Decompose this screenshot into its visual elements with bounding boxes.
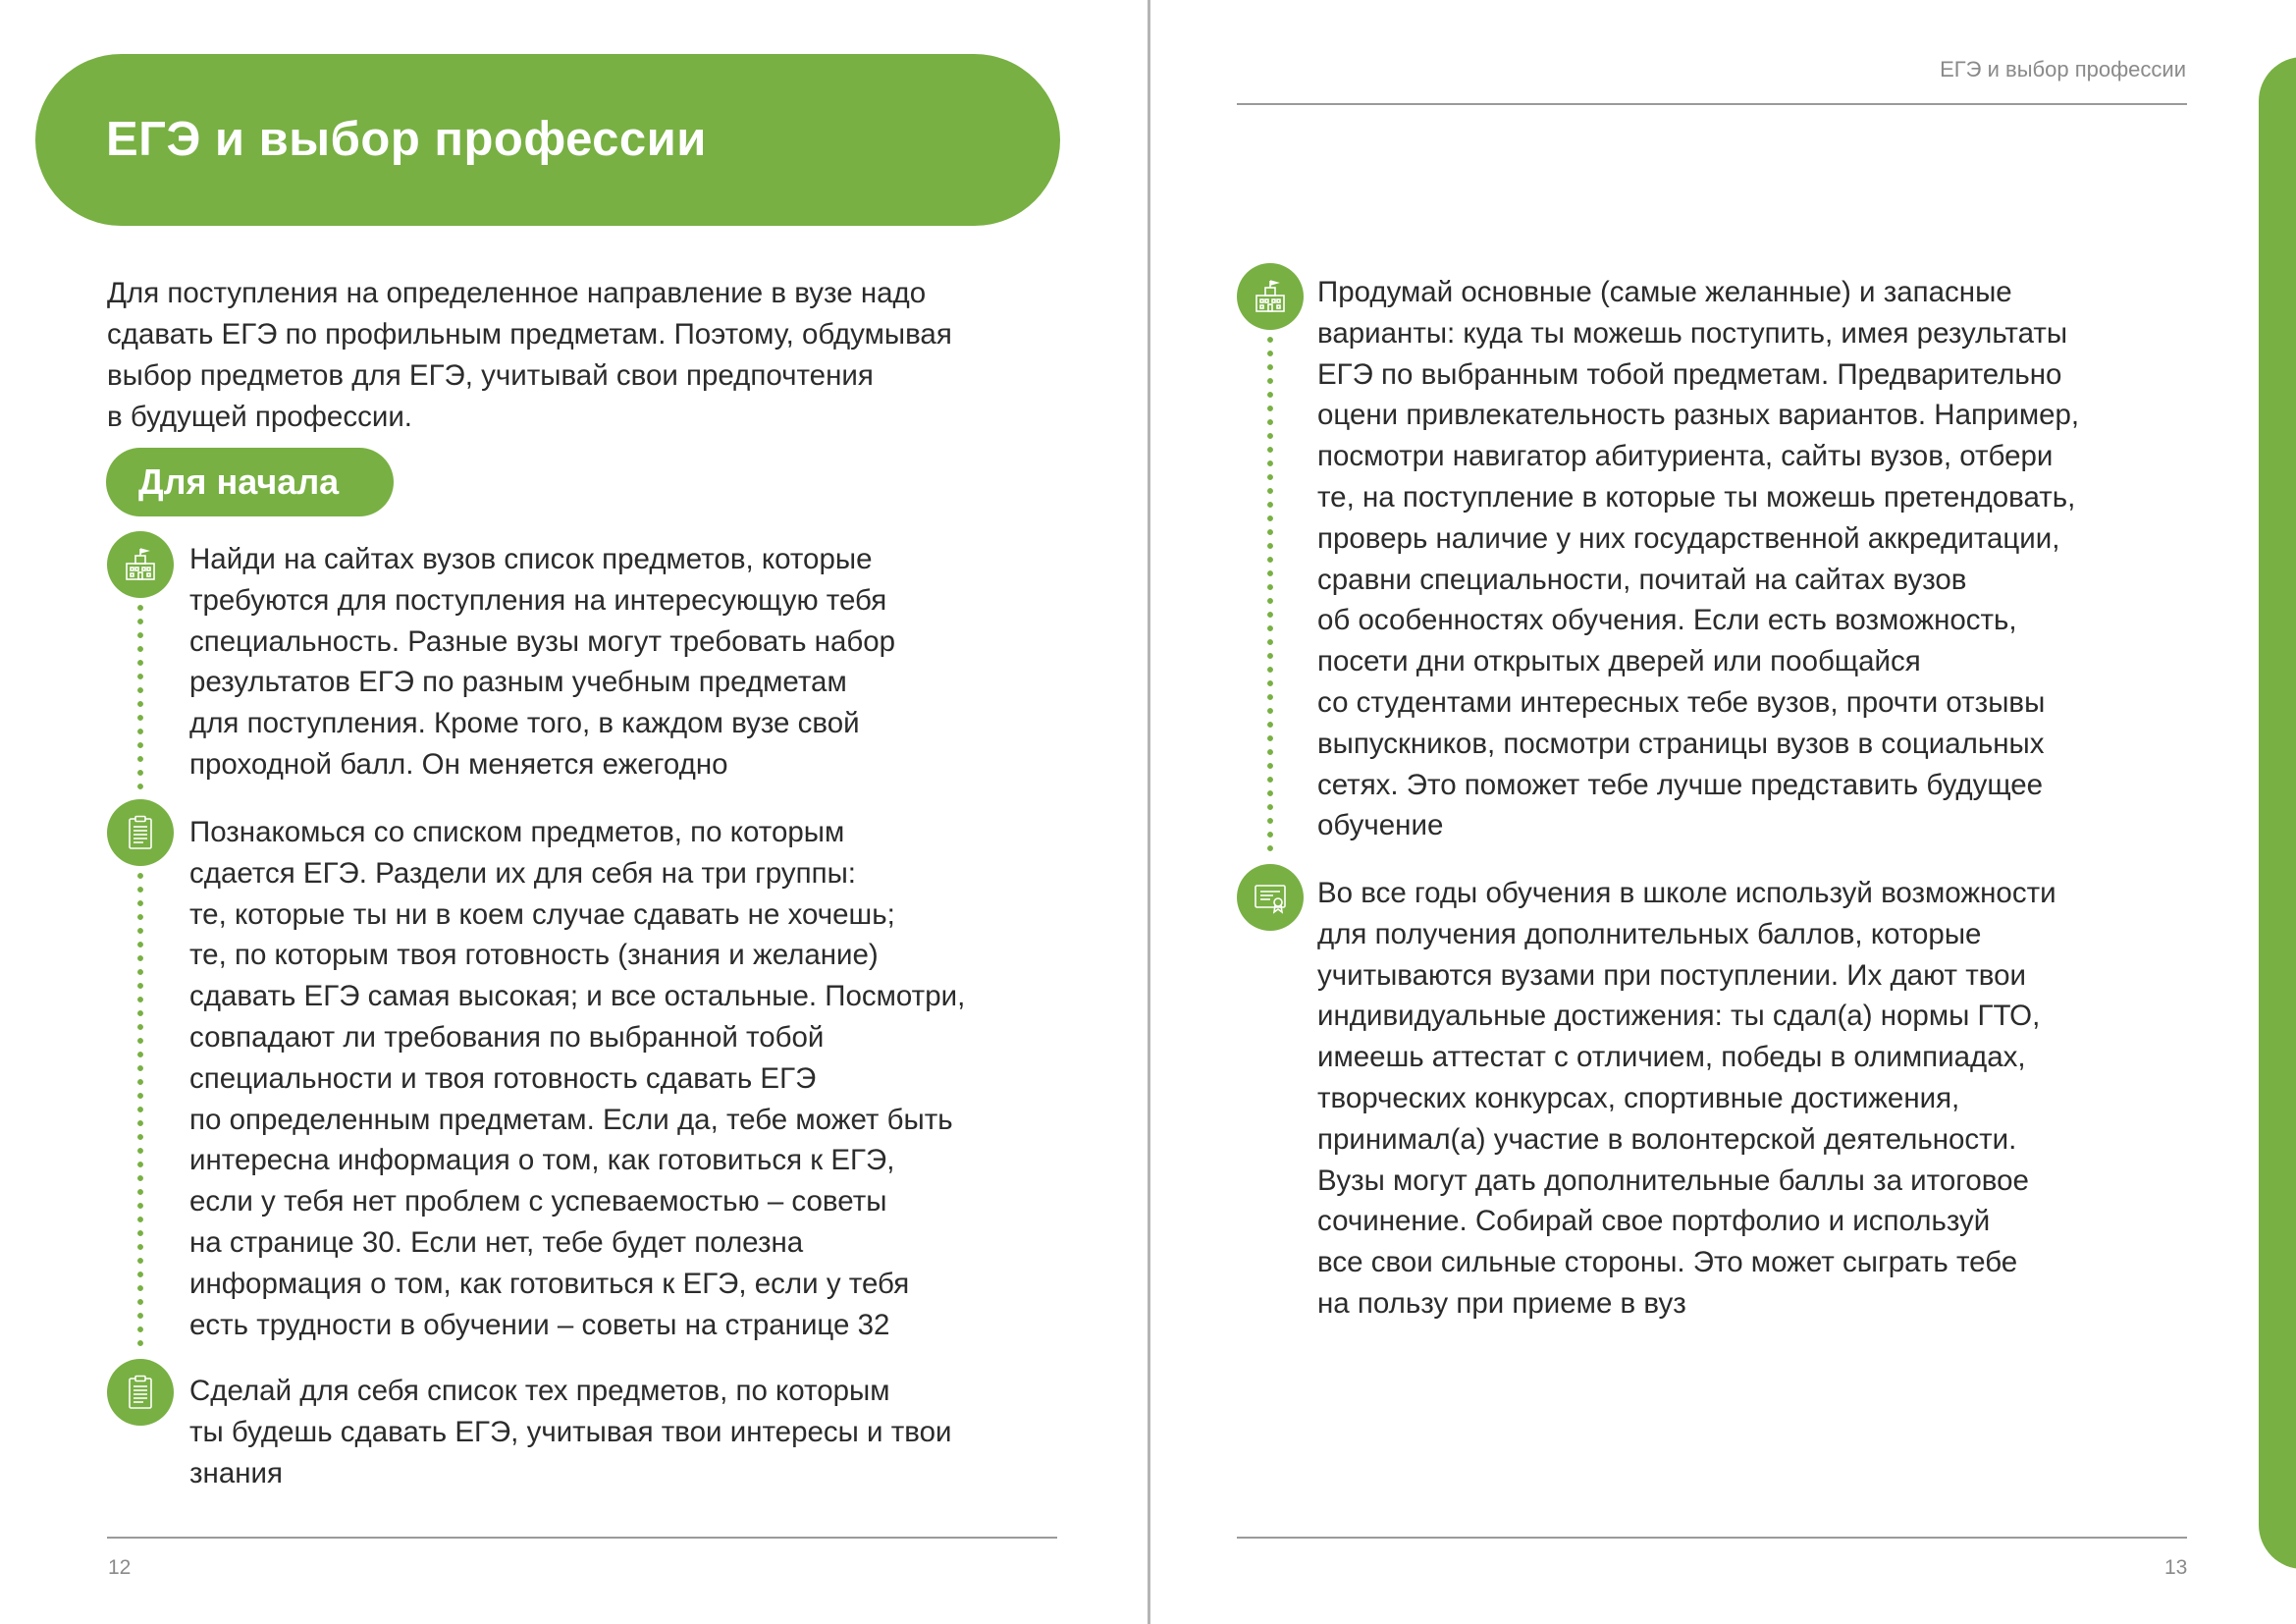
step-text: Продумай основные (самые желанные) и запасные варианты: куда ты можешь поступить, имея результаты ЕГЭ по выбранным тобой предметам. Предварительно оцени привлекательность разных вариантов. Например, посмотри навигатор абитуриента, сайты вузов, отбери те, на поступление в которые ты можешь претендовать, проверь наличие у них государственной аккредитации, сравни специальности, почитай на сайтах вузов об особенностях обучения. Если есть возможность, посети дни открытых дверей или пообщайся со студентами интересных тебе вузов, прочти отзывы выпускников, посмотри страницы вузов в социальных сетях. Это поможет тебе лучше представить будущее обучение bbox=[1317, 276, 2080, 842]
right-page bbox=[1149, 0, 2296, 1624]
clipboard-list-icon bbox=[107, 799, 174, 866]
university-building-icon bbox=[1237, 263, 1304, 330]
section-label-pill bbox=[106, 448, 394, 516]
intro-paragraph: Для поступления на определенное направление в вузе надо сдавать ЕГЭ по профильным предметам. Поэтому, обдумывая выбор предметов для ЕГЭ, учитывай свои предпочтения в будущей профессии. bbox=[107, 277, 952, 433]
timeline-dotted-line bbox=[1267, 333, 1273, 857]
section-label: Для начала bbox=[138, 461, 340, 502]
footer-rule bbox=[1237, 1537, 2187, 1539]
university-building-icon bbox=[107, 531, 174, 598]
side-tab bbox=[2259, 57, 2296, 1569]
page-number: 12 bbox=[108, 1556, 132, 1579]
certificate-icon bbox=[1237, 864, 1304, 931]
clipboard-list-icon bbox=[107, 1359, 174, 1426]
step-text: Во все годы обучения в школе используй возможности для получения дополнительных баллов, которые учитываются вузами при поступлении. Их дают твои индивидуальные достижения: ты сдал(а) нормы ГТО, имеешь аттестат с отличием, победы в олимпиадах, творческих конкурсах, спортивные достижения, принимал(а) участие в волонтерской деятельности. Вузы могут дать дополнительные баллы за итоговое сочинение. Собирай свое портфолио и используй все свои сильные стороны. Это может сыграть тебе на пользу при приеме в вуз bbox=[1317, 877, 2056, 1320]
page-title: ЕГЭ и выбор профессии bbox=[106, 113, 707, 166]
timeline-dotted-line bbox=[137, 869, 143, 1352]
page-number: 13 bbox=[2164, 1556, 2188, 1579]
step-text: Сделай для себя список тех предметов, по которым ты будешь сдавать ЕГЭ, учитывая твои интересы и твои знания bbox=[189, 1375, 952, 1489]
timeline-dotted-line bbox=[137, 601, 143, 789]
title-banner bbox=[35, 54, 1060, 226]
step-text: Найди на сайтах вузов список предметов, которые требуются для поступления на интересующую тебя специальность. Разные вузы могут требовать набор результатов ЕГЭ по разным учебным предметам для поступления. Кроме того, в каждом вузе свой проходной балл. Он меняется ежегодно bbox=[189, 543, 896, 781]
running-header: ЕГЭ и выбор профессии bbox=[1940, 57, 2186, 81]
footer-rule bbox=[107, 1537, 1057, 1539]
header-rule bbox=[1237, 103, 2187, 105]
step-text: Познакомься со списком предметов, по которым сдается ЕГЭ. Раздели их для себя на три группы: те, которые ты ни в коем случае сдавать не хочешь; те, по которым твоя готовность (знания и желание) сдавать ЕГЭ самая высокая; и все остальные. Посмотри, совпадают ли требования по выбранной тобой специальности и твоя готовность сдавать ЕГЭ по определенным предметам. Если да, тебе может быть интересна информация о том, как готовиться к ЕГЭ, если у тебя нет проблем с успеваемостью – советы на странице 30. Если нет, тебе будет полезна информация о том, как готовиться к ЕГЭ, если у тебя есть трудности в обучении – советы на странице 32 bbox=[189, 816, 966, 1341]
